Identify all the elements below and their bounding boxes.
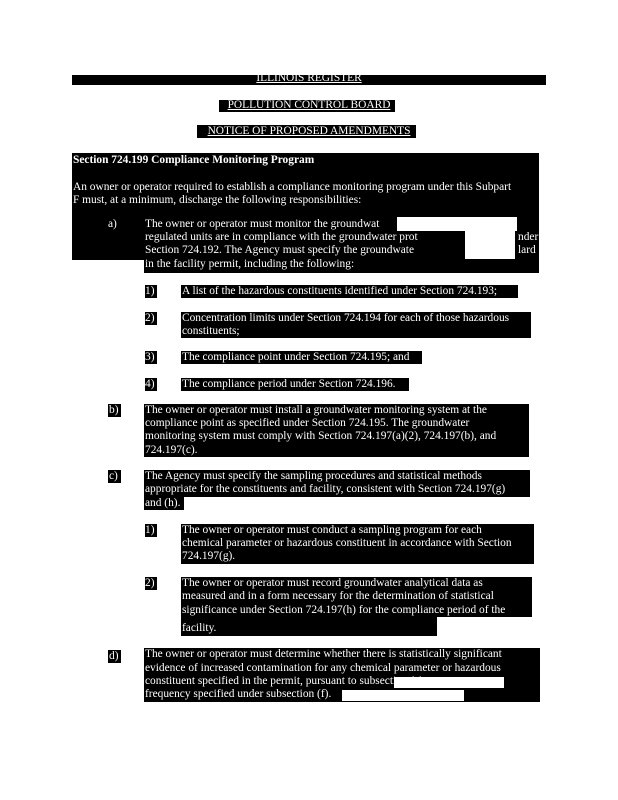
redaction-patch bbox=[342, 690, 464, 701]
intro-line-1: An owner or operator required to establish a compliance monitoring program under this Subpart bbox=[73, 181, 512, 193]
board-title: POLLUTION CONTROL BOARD bbox=[227, 99, 391, 111]
a4-line-1: The compliance period under Section 724.196. bbox=[182, 378, 396, 390]
register-title: ILLINOIS REGISTER bbox=[256, 72, 362, 84]
notice-title: NOTICE OF PROPOSED AMENDMENTS bbox=[207, 125, 411, 137]
c2-line-4: facility. bbox=[182, 622, 217, 634]
a1-line-1: A list of the hazardous constituents identified under Section 724.193; bbox=[182, 285, 498, 297]
d-line-3: constituent specified in the permit, pursuant to subsection (e), at a bbox=[145, 675, 445, 687]
redaction-gap bbox=[465, 231, 515, 259]
c2-line-1: The owner or operator must record groundwater analytical data as bbox=[182, 577, 483, 589]
a-line-2: regulated units are in compliance with the groundwater prot bbox=[145, 231, 418, 243]
c2-line-2: measured and in a form necessary for the determination of statistical bbox=[182, 590, 494, 602]
c2-text-bg-tail bbox=[181, 617, 437, 636]
b-line-2: compliance point as specified under Section 724.195. The groundwater bbox=[145, 417, 470, 429]
d-line-4: frequency specified under subsection (f). bbox=[145, 688, 332, 700]
c1-line-2: chemical parameter or hazardous constituent in accordance with Section bbox=[182, 537, 512, 549]
a3-line-1: The compliance point under Section 724.195; and bbox=[182, 351, 410, 363]
a-fragment-2: lard bbox=[518, 244, 536, 256]
redaction-gap bbox=[397, 217, 517, 231]
section-title: Section 724.199 Compliance Monitoring Program bbox=[73, 154, 315, 166]
a-line-1: The owner or operator must monitor the groundwat bbox=[145, 218, 380, 230]
subsection-a-label: a) bbox=[108, 218, 117, 230]
a2-label: 2) bbox=[145, 312, 155, 324]
a4-label: 4) bbox=[145, 378, 155, 390]
subsection-b-label: b) bbox=[109, 404, 119, 416]
c2-label: 2) bbox=[145, 577, 155, 589]
intro-line-2: F must, at a minimum, discharge the following responsibilities: bbox=[73, 194, 362, 206]
c1-line-1: The owner or operator must conduct a sampling program for each bbox=[182, 524, 482, 536]
a3-label: 3) bbox=[145, 351, 155, 363]
d-line-1: The owner or operator must determine whether there is statistically significant bbox=[145, 648, 502, 660]
a-fragment-1: nder bbox=[518, 231, 539, 243]
subsection-d-label: d) bbox=[109, 650, 119, 662]
a2-line-2: constituents; bbox=[182, 325, 240, 337]
c1-line-3: 724.197(g). bbox=[182, 550, 236, 562]
c2-line-3: significance under Section 724.197(h) for the compliance period of the bbox=[182, 604, 506, 616]
a2-line-1: Concentration limits under Section 724.194 for each of those hazardous bbox=[182, 312, 510, 324]
b-line-4: 724.197(c). bbox=[145, 444, 198, 456]
subsection-c-label: c) bbox=[109, 470, 118, 482]
a-line-4: in the facility permit, including the following: bbox=[145, 258, 355, 270]
c1-label: 1) bbox=[145, 524, 155, 536]
d-line-2: evidence of increased contamination for any chemical parameter or hazardous bbox=[145, 662, 501, 674]
b-line-3: monitoring system must comply with Section 724.197(a)(2), 724.197(b), and bbox=[145, 430, 497, 442]
c-line-2: appropriate for the constituents and facility, consistent with Section 724.197(g) bbox=[145, 483, 506, 495]
a1-label: 1) bbox=[145, 285, 155, 297]
c-line-3: and (h). bbox=[145, 497, 181, 509]
b-line-1: The owner or operator must install a groundwater monitoring system at the bbox=[145, 404, 487, 416]
a-line-3: Section 724.192. The Agency must specify the groundwate bbox=[145, 244, 414, 256]
c-line-1: The Agency must specify the sampling procedures and statistical methods bbox=[145, 470, 482, 482]
